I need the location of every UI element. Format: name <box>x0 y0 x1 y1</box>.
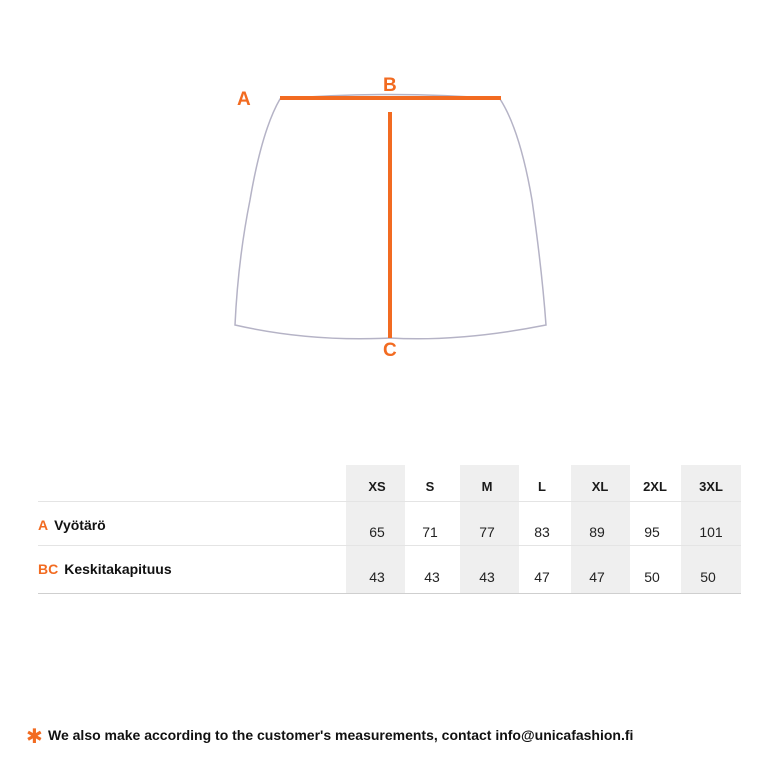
note-text: We also make according to the customer's measurements, contact info@unicafashion.fi <box>48 727 634 743</box>
table-cell: 43 <box>424 569 440 585</box>
size-header-xs: XS <box>368 479 386 494</box>
size-header-m: M <box>481 479 493 494</box>
table-cell: 43 <box>369 569 385 585</box>
table-cell: 50 <box>700 569 716 585</box>
asterisk-icon: ✱ <box>26 726 43 748</box>
label-b: B <box>383 75 397 96</box>
table-cell: 65 <box>369 524 385 540</box>
size-table <box>38 465 741 595</box>
table-cell: 83 <box>534 524 550 540</box>
label-a: A <box>237 89 251 110</box>
size-header-xl: XL <box>591 479 609 494</box>
table-cell: 101 <box>699 524 723 540</box>
row-name: Keskitakapituus <box>64 561 172 577</box>
table-divider <box>38 501 741 502</box>
row-code: A <box>38 517 49 533</box>
table-bottom-border <box>38 593 741 594</box>
table-cell: 71 <box>422 524 438 540</box>
table-cell: 95 <box>644 524 660 540</box>
size-header-3xl: 3XL <box>699 479 723 494</box>
size-header-l: L <box>538 479 546 494</box>
skirt-measurement-diagram <box>0 0 780 380</box>
table-cell: 47 <box>534 569 550 585</box>
size-header-s: S <box>425 479 435 494</box>
table-cell: 47 <box>589 569 605 585</box>
row-label-length <box>38 561 172 577</box>
row-name: Vyötärö <box>54 517 106 533</box>
table-cell: 77 <box>479 524 495 540</box>
skirt-outline-illustration <box>0 0 780 380</box>
row-label-waist <box>38 517 106 533</box>
row-code: BC <box>38 561 59 577</box>
table-cell: 50 <box>644 569 660 585</box>
table-divider <box>38 545 741 546</box>
size-header-2xl: 2XL <box>643 479 667 494</box>
table-cell: 43 <box>479 569 495 585</box>
custom-measurements-note <box>26 724 633 749</box>
label-c: C <box>383 340 397 361</box>
table-cell: 89 <box>589 524 605 540</box>
